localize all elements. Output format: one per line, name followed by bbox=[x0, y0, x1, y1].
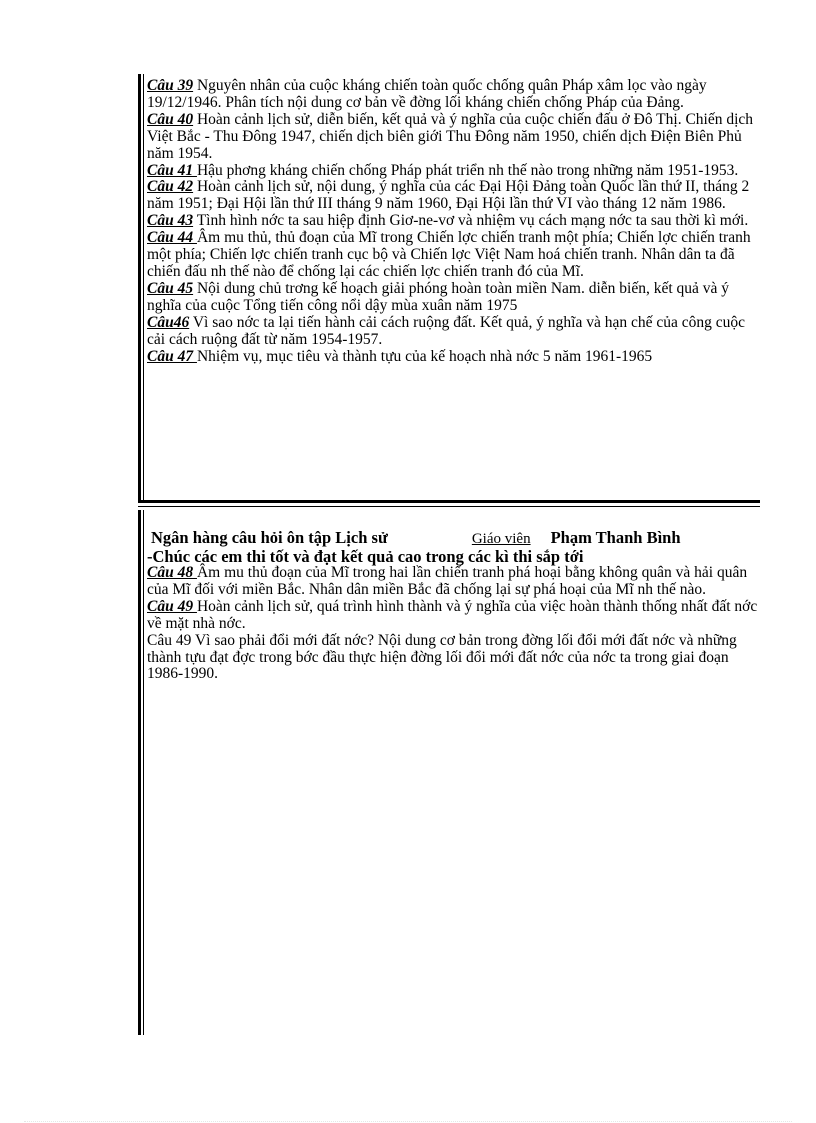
question-40 bbox=[147, 112, 759, 163]
question-list-upper bbox=[147, 78, 759, 365]
question-label: Câu 47 bbox=[147, 347, 197, 365]
left-border-thin-lower bbox=[143, 510, 144, 1035]
question-45 bbox=[147, 281, 759, 315]
question-41 bbox=[147, 163, 759, 180]
question-label: Câu46 bbox=[147, 313, 190, 331]
question-47 bbox=[147, 349, 759, 366]
question-text: Nhiệm vụ, mục tiêu và thành tựu của kế hoạch nhà nớc 5 năm 1961-1965 bbox=[196, 347, 653, 365]
question-label: Câu 40 bbox=[147, 110, 194, 128]
teacher-name: Phạm Thanh Bình bbox=[550, 528, 681, 547]
separator-rule-thick bbox=[138, 500, 760, 503]
question-label: Câu 43 bbox=[147, 212, 194, 230]
teacher-role: Giáo viên bbox=[471, 531, 531, 547]
separator-rule-thin bbox=[138, 506, 760, 507]
question-label: Câu 42 bbox=[147, 178, 194, 196]
page-header bbox=[147, 529, 759, 548]
question-text: Nội dung chủ trơng kế hoạch giải phóng hoàn toàn miền Nam. diễn biến, kết quả và ý nghĩa của cuộc Tổng tiến công nổi dậy mùa xuân năm 1975 bbox=[147, 279, 730, 314]
question-39 bbox=[147, 78, 759, 112]
question-text: Hoàn cảnh lịch sử, diễn biến, kết quả và ý nghĩa của cuộc chiến đấu ở Đô Thị. Chiến dịch Việt Bắc - Thu Đông 1947, chiến dịch biên giới Thu Đông năm 1950, chiến dịch Điện Biên Phủ năm 1954. bbox=[147, 110, 754, 162]
question-list-lower bbox=[147, 529, 759, 683]
question-48 bbox=[147, 565, 759, 599]
question-text: Âm mu thủ đoạn của Mĩ trong hai lần chiến tranh phá hoại bằng không quân và hải quân của Mĩ đối với miền Bắc. Nhân dân miền Bắc đã chống lại sự phá hoại của Mĩ nh thế nào. bbox=[147, 564, 748, 598]
question-text: Vì sao nớc ta lại tiến hành cải cách ruộng đất. Kết quả, ý nghĩa và hạn chế của công cuộc cải cách ruộng đất từ năm 1954-1957. bbox=[147, 313, 746, 348]
question-text: Nguyên nhân của cuộc kháng chiến toàn quốc chống quân Pháp xâm lọc vào ngày 19/12/1946. Phân tích nội dung cơ bản về đờng lối kháng chiến chống Pháp của Đảng. bbox=[147, 77, 707, 111]
question-49 bbox=[147, 599, 759, 633]
question-43 bbox=[147, 213, 759, 230]
page-bottom-dotted-line bbox=[24, 1121, 792, 1122]
question-44 bbox=[147, 230, 759, 281]
page-title: Ngân hàng câu hỏi ôn tập Lịch sử bbox=[151, 528, 388, 547]
question-label: Câu 48 bbox=[147, 564, 197, 581]
question-text: Hoàn cảnh lịch sử, nội dung, ý nghĩa của các Đại Hội Đảng toàn Quốc lần thứ II, tháng 2 năm 1951; Đại Hội lần thứ III tháng 9 năm 1960, Đại Hội lần thứ VI vào tháng 12 năm 1986. bbox=[147, 178, 750, 213]
left-border-thin bbox=[143, 74, 144, 502]
question-text: Câu 49 Vì sao phải đổi mới đất nớc? Nội dung cơ bản trong đờng lối đổi mới đất nớc và những thành tựu đạt đợc trong bớc đầu thực hiện đờng lối đổi mới đất nớc của nớc ta trong giai đoạn 1986-1990. bbox=[147, 631, 737, 683]
question-text: Hậu phơng kháng chiến chống Pháp phát triển nh thế nào trong những năm 1951-1953. bbox=[196, 161, 739, 179]
question-label: Câu 41 bbox=[147, 161, 197, 179]
good-luck-wish: -Chúc các em thi tốt và đạt kết quả cao trong các kì thi sắp tới bbox=[147, 547, 584, 566]
question-text: Tình hình nớc ta sau hiệp định Giơ-ne-vơ và nhiệm vụ cách mạng nớc ta sau thời kì mới. bbox=[193, 212, 749, 230]
question-46 bbox=[147, 315, 759, 349]
question-49-extra bbox=[147, 633, 759, 684]
question-42 bbox=[147, 179, 759, 213]
question-label: Câu 39 bbox=[147, 77, 194, 94]
question-text: Âm mu thủ, thủ đoạn của Mĩ trong Chiến lợc chiến tranh một phía; Chiến lợc chiến tranh một phía; Chiến lợc chiến tranh cục bộ và Chiến lợc Việt Nam hoá chiến tranh. Nhân dân ta đã chiến đấu nh thế nào để chống lại các chiến lợc chiến tranh đó của Mĩ. bbox=[147, 229, 751, 280]
question-text: Hoàn cảnh lịch sử, quá trình hình thành và ý nghĩa của việc hoàn thành thống nhất đất nớc về mặt nhà nớc. bbox=[147, 597, 758, 632]
left-border-thick bbox=[138, 74, 141, 502]
question-label: Câu 49 bbox=[147, 597, 197, 615]
question-label: Câu 44 bbox=[147, 229, 197, 247]
left-border-thick-lower bbox=[138, 510, 141, 1035]
question-label: Câu 45 bbox=[147, 279, 194, 297]
